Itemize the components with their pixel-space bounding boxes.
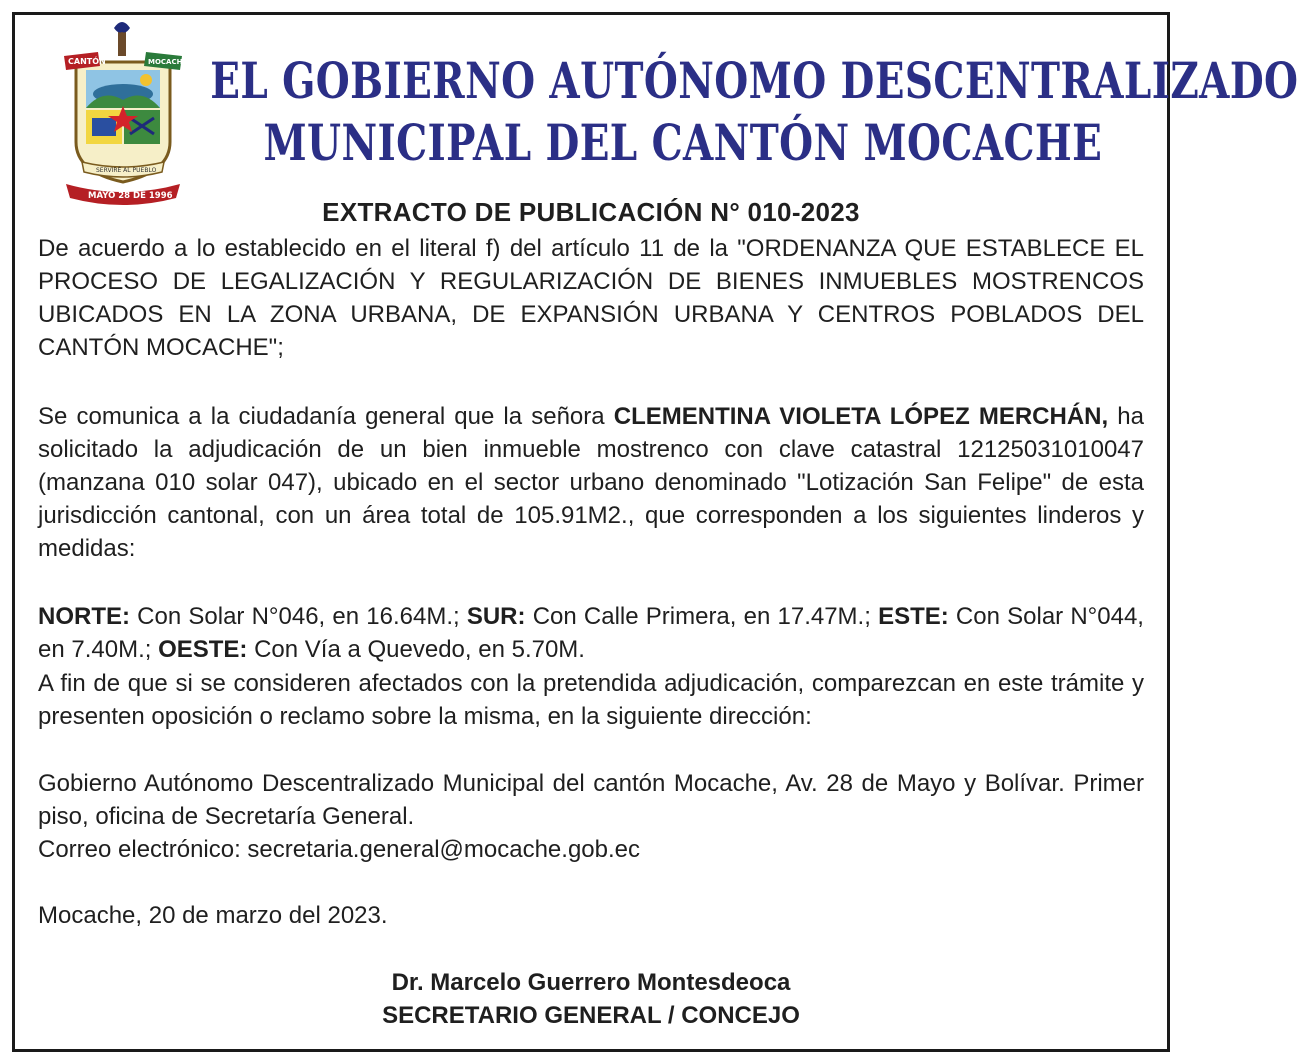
south-label: SUR:: [466, 603, 526, 630]
signer-name: Dr. Marcelo Guerrero Montesdeoca: [391, 969, 791, 996]
paragraph-notice: [38, 400, 1144, 565]
west-label: OESTE:: [158, 636, 248, 663]
south-text: Con Calle Primera, en 17.47M.;: [525, 603, 879, 630]
paragraph-boundaries: [38, 600, 1144, 666]
municipal-coat-of-arms-icon: [58, 22, 188, 204]
header-line-2: MUNICIPAL DEL CANTÓN MOCACHE: [263, 113, 1103, 172]
west-text: Con Vía a Quevedo, en 5.70M.: [247, 636, 585, 663]
paragraph-ordinance: De acuerdo a lo establecido en el literal f) del artículo 11 de la "ORDENANZA QUE ESTABLECE EL PROCESO DE LEGALIZACIÓN Y REGULARIZACIÓN DE BIENES INMUEBLES MOSTRENCOS UBICADOS EN LA ZONA URBANA, DE EXPANSIÓN URBANA Y CENTROS POBLADOS DEL CANTÓN MOCACHE";: [38, 235, 1144, 361]
page-header: [210, 50, 1298, 174]
place-date: Mocache, 20 de marzo del 2023.: [38, 902, 388, 929]
ribbon-right-text: MOCACHE: [148, 58, 188, 66]
ribbon-left-text: CANTÓN: [68, 57, 106, 66]
address-text: Gobierno Autónomo Descentralizado Municipal del cantón Mocache, Av. 28 de Mayo y Bolívar. Primer piso, oficina de Secretaría General.: [38, 770, 1144, 830]
east-label: ESTE:: [878, 603, 949, 630]
notice-details: ha solicitado la adjudicación de un bien inmueble mostrenco con clave catastral 12125031010047 (manzana 010 solar 047), ubicado en el sector urbano denominado "Lotización San Felipe" de esta jurisdicción cantonal, con un área total de 105.91M2., que corresponden a los siguientes linderos y medidas:: [38, 403, 1144, 562]
signer-position: SECRETARIO GENERAL / CONCEJO: [382, 1002, 800, 1029]
signature-block: [0, 966, 1182, 1032]
north-label: NORTE:: [38, 603, 130, 630]
motto-text: SERVIRÉ AL PUEBLO: [96, 167, 157, 174]
notice-intro: Se comunica a la ciudadanía general que la señora: [38, 403, 614, 430]
date-ribbon-text: MAYO 28 DE 1996: [88, 191, 173, 201]
publication-title: EXTRACTO DE PUBLICACIÓN N° 010-2023: [322, 197, 860, 227]
email-line: Correo electrónico: secretaria.general@mocache.gob.ec: [38, 836, 641, 863]
paragraph-opposition: A fin de que si se consideren afectados con la pretendida adjudicación, comparezcan en este trámite y presenten oposición o reclamo sobre la misma, en la siguiente dirección:: [38, 670, 1144, 730]
north-text: Con Solar N°046, en 16.64M.;: [130, 603, 467, 630]
applicant-name: CLEMENTINA VIOLETA LÓPEZ MERCHÁN,: [613, 403, 1109, 430]
header-line-1: EL GOBIERNO AUTÓNOMO DESCENTRALIZADO: [210, 51, 1298, 110]
east-text: Con Solar N°044, en 7.40M.;: [38, 603, 1144, 663]
